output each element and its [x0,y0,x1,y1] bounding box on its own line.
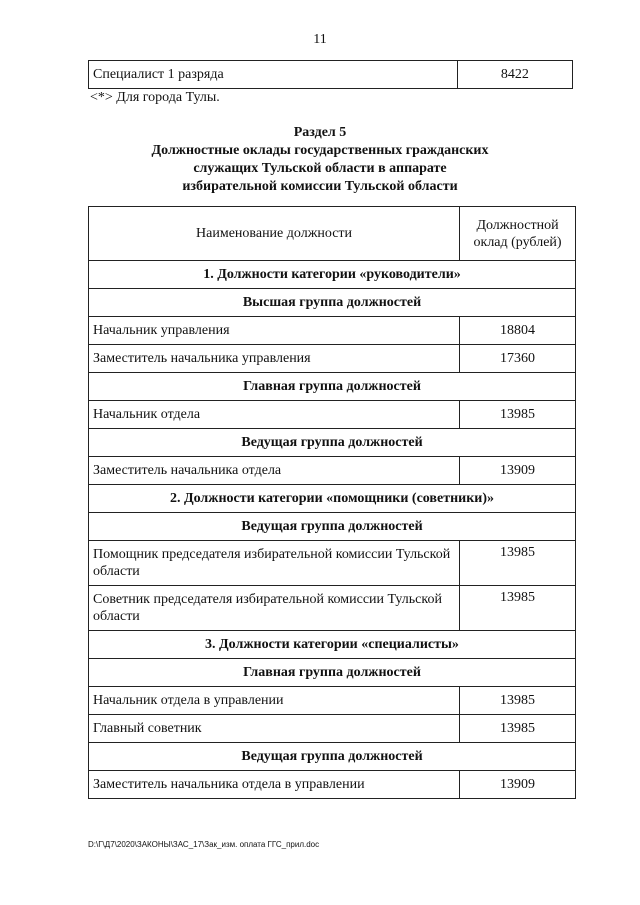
section-title-line: служащих Тульской области в аппарате [193,161,447,176]
position-cell: Помощник председателя избирательной комиссии Тульской области [89,541,460,586]
table-row [89,457,576,485]
table-row [89,771,576,799]
category-row [89,485,576,513]
header-salary-line: Должностной [476,217,559,233]
category-title: 3. Должности категории «специалисты» [89,631,576,659]
salary-cell: 13985 [460,401,576,429]
group-row [89,429,576,457]
group-row [89,659,576,687]
position-cell: Начальник отдела в управлении [89,687,460,715]
header-salary-line: оклад (рублей) [473,234,562,250]
group-title: Высшая группа должностей [89,289,576,317]
salary-cell: 8422 [457,61,572,89]
file-path-footer: D:\Г\Д7\2020\ЗАКОНЫ\ЗАС_17\Зак_изм. оплата ГГС_прил.doc [88,840,320,849]
group-title: Ведущая группа должностей [89,513,576,541]
position-cell: Специалист 1 разряда [89,61,458,89]
table-row [89,687,576,715]
category-row [89,261,576,289]
position-cell: Советник председателя избирательной комиссии Тульской области [89,586,460,631]
section-title-line: Должностные оклады государственных гражданских [151,143,489,158]
header-salary [460,207,576,261]
section-title-line: избирательной комиссии Тульской области [182,179,458,194]
group-row [89,743,576,771]
group-title: Ведущая группа должностей [89,429,576,457]
salary-cell: 13985 [460,586,576,631]
table-row [89,345,576,373]
position-cell: Начальник отдела [89,401,460,429]
section-label: Раздел 5 [293,125,347,140]
salary-cell: 13909 [460,457,576,485]
table-row [89,401,576,429]
position-cell: Заместитель начальника отдела [89,457,460,485]
position-cell: Начальник управления [89,317,460,345]
table-header-row [89,207,576,261]
category-title: 1. Должности категории «руководители» [89,261,576,289]
group-title: Главная группа должностей [89,373,576,401]
footnote: <*> Для города Тулы. [90,90,220,105]
group-row [89,513,576,541]
group-row [89,373,576,401]
position-cell: Главный советник [89,715,460,743]
table-row [89,715,576,743]
salary-table [88,206,576,799]
section-heading [0,124,640,196]
position-cell: Заместитель начальника отдела в управлении [89,771,460,799]
category-title: 2. Должности категории «помощники (советники)» [89,485,576,513]
table-row [89,317,576,345]
table-row [89,541,576,586]
salary-cell: 18804 [460,317,576,345]
salary-cell: 13909 [460,771,576,799]
salary-cell: 13985 [460,715,576,743]
header-position: Наименование должности [89,207,460,261]
group-row [89,289,576,317]
salary-cell: 17360 [460,345,576,373]
table-row [89,61,573,89]
salary-cell: 13985 [460,541,576,586]
table-row [89,586,576,631]
salary-cell: 13985 [460,687,576,715]
group-title: Ведущая группа должностей [89,743,576,771]
top-table [88,60,573,89]
category-row [89,631,576,659]
page-number: 11 [313,32,327,47]
position-cell: Заместитель начальника управления [89,345,460,373]
group-title: Главная группа должностей [89,659,576,687]
